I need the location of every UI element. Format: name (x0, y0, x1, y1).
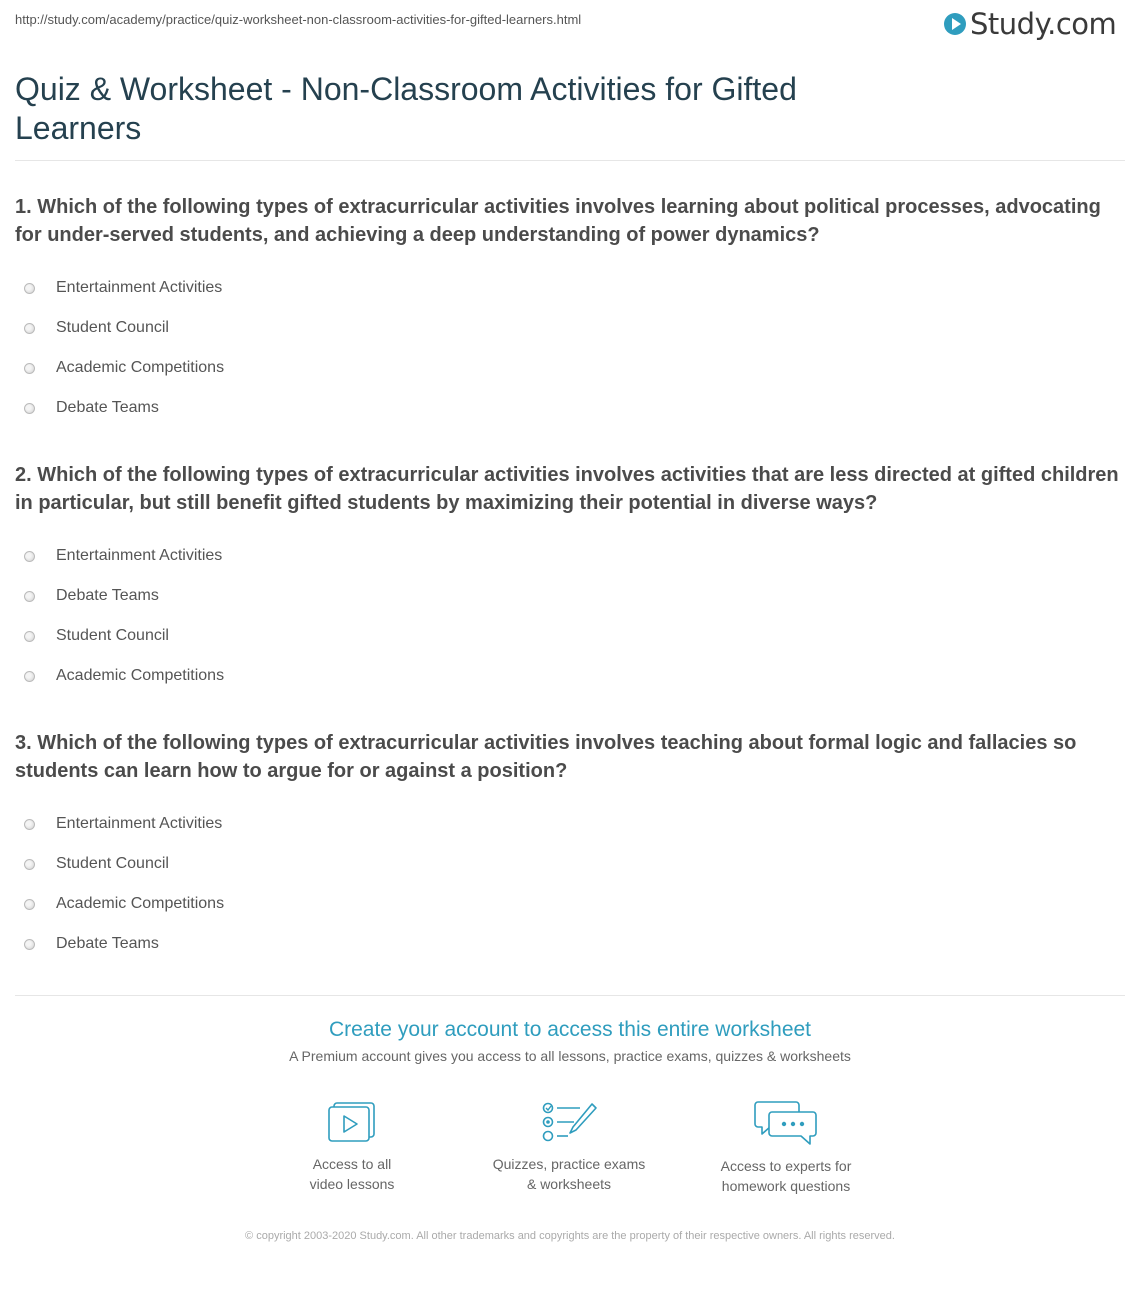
radio-button[interactable] (24, 631, 35, 642)
answer-option[interactable] (15, 346, 1125, 390)
feature-text: Quizzes, practice exams & worksheets (492, 1156, 646, 1192)
answer-option[interactable] (15, 802, 1125, 846)
answer-label: Student Council (56, 855, 169, 872)
answer-option[interactable] (15, 654, 1125, 698)
answer-option[interactable] (15, 306, 1125, 350)
answer-label: Debate Teams (56, 587, 159, 604)
feature-experts (686, 1100, 886, 1196)
radio-button[interactable] (24, 899, 35, 910)
page-title: Quiz & Worksheet - Non-Classroom Activities for Gifted Learners (15, 71, 797, 146)
radio-button[interactable] (24, 819, 35, 830)
create-account-link[interactable]: Create your account to access this entire worksheet (328, 1018, 812, 1041)
feature-text: Access to experts for homework questions (720, 1158, 852, 1194)
radio-button[interactable] (24, 591, 35, 602)
question-3 (15, 729, 1125, 966)
answer-option[interactable] (15, 882, 1125, 926)
answer-option[interactable] (15, 842, 1125, 886)
answer-option[interactable] (15, 266, 1125, 310)
answer-label: Debate Teams (56, 399, 159, 416)
radio-button[interactable] (24, 363, 35, 374)
question-1 (15, 193, 1125, 430)
copyright-notice: © copyright 2003-2020 Study.com. All other trademarks and copyrights are the property of their respective owners. All rights reserved. (245, 1230, 895, 1242)
answer-option[interactable] (15, 922, 1125, 966)
cta-subtitle: A Premium account gives you access to all lessons, practice exams, quizzes & worksheets (289, 1048, 851, 1064)
radio-button[interactable] (24, 551, 35, 562)
answer-label: Entertainment Activities (56, 547, 223, 564)
question-text: 3. Which of the following types of extracurricular activities involves teaching about formal logic and fallacies so students can learn how to argue for or against a position? (15, 732, 1077, 782)
answer-options (15, 802, 1125, 966)
study-logo[interactable] (944, 6, 1116, 42)
feature-video-lessons (252, 1100, 452, 1194)
answer-label: Debate Teams (56, 935, 159, 952)
answer-options (15, 534, 1125, 698)
question-text: 1. Which of the following types of extracurricular activities involves learning about political processes, advocating for under-served students, and achieving a deep understanding of power dynamics? (15, 196, 1101, 246)
answer-options (15, 266, 1125, 430)
feature-text: Access to all video lessons (309, 1156, 395, 1192)
answer-option[interactable] (15, 534, 1125, 578)
answer-option[interactable] (15, 614, 1125, 658)
title-divider (15, 160, 1125, 161)
question-2 (15, 461, 1125, 698)
play-circle-icon (944, 13, 966, 35)
radio-button[interactable] (24, 859, 35, 870)
chat-bubbles-icon (754, 1100, 818, 1146)
feature-quizzes (469, 1100, 669, 1194)
radio-button[interactable] (24, 403, 35, 414)
cta-divider (15, 995, 1125, 996)
logo-text: Study.com (970, 7, 1117, 41)
answer-label: Academic Competitions (56, 895, 225, 912)
radio-button[interactable] (24, 323, 35, 334)
answer-label: Student Council (56, 627, 169, 644)
answer-option[interactable] (15, 574, 1125, 618)
question-text: 2. Which of the following types of extracurricular activities involves activities that are less directed at gifted children in particular, but still benefit gifted students by maximizing their potential in diverse ways? (15, 464, 1119, 514)
quiz-checklist-icon (540, 1100, 598, 1144)
video-lessons-icon (326, 1100, 378, 1144)
answer-label: Academic Competitions (56, 359, 225, 376)
radio-button[interactable] (24, 939, 35, 950)
radio-button[interactable] (24, 283, 35, 294)
answer-option[interactable] (15, 386, 1125, 430)
answer-label: Entertainment Activities (56, 279, 223, 296)
answer-label: Entertainment Activities (56, 815, 223, 832)
answer-label: Student Council (56, 319, 169, 336)
radio-button[interactable] (24, 671, 35, 682)
page-url: http://study.com/academy/practice/quiz-worksheet-non-classroom-activities-for-gifted-learners.html (15, 12, 582, 27)
answer-label: Academic Competitions (56, 667, 225, 684)
